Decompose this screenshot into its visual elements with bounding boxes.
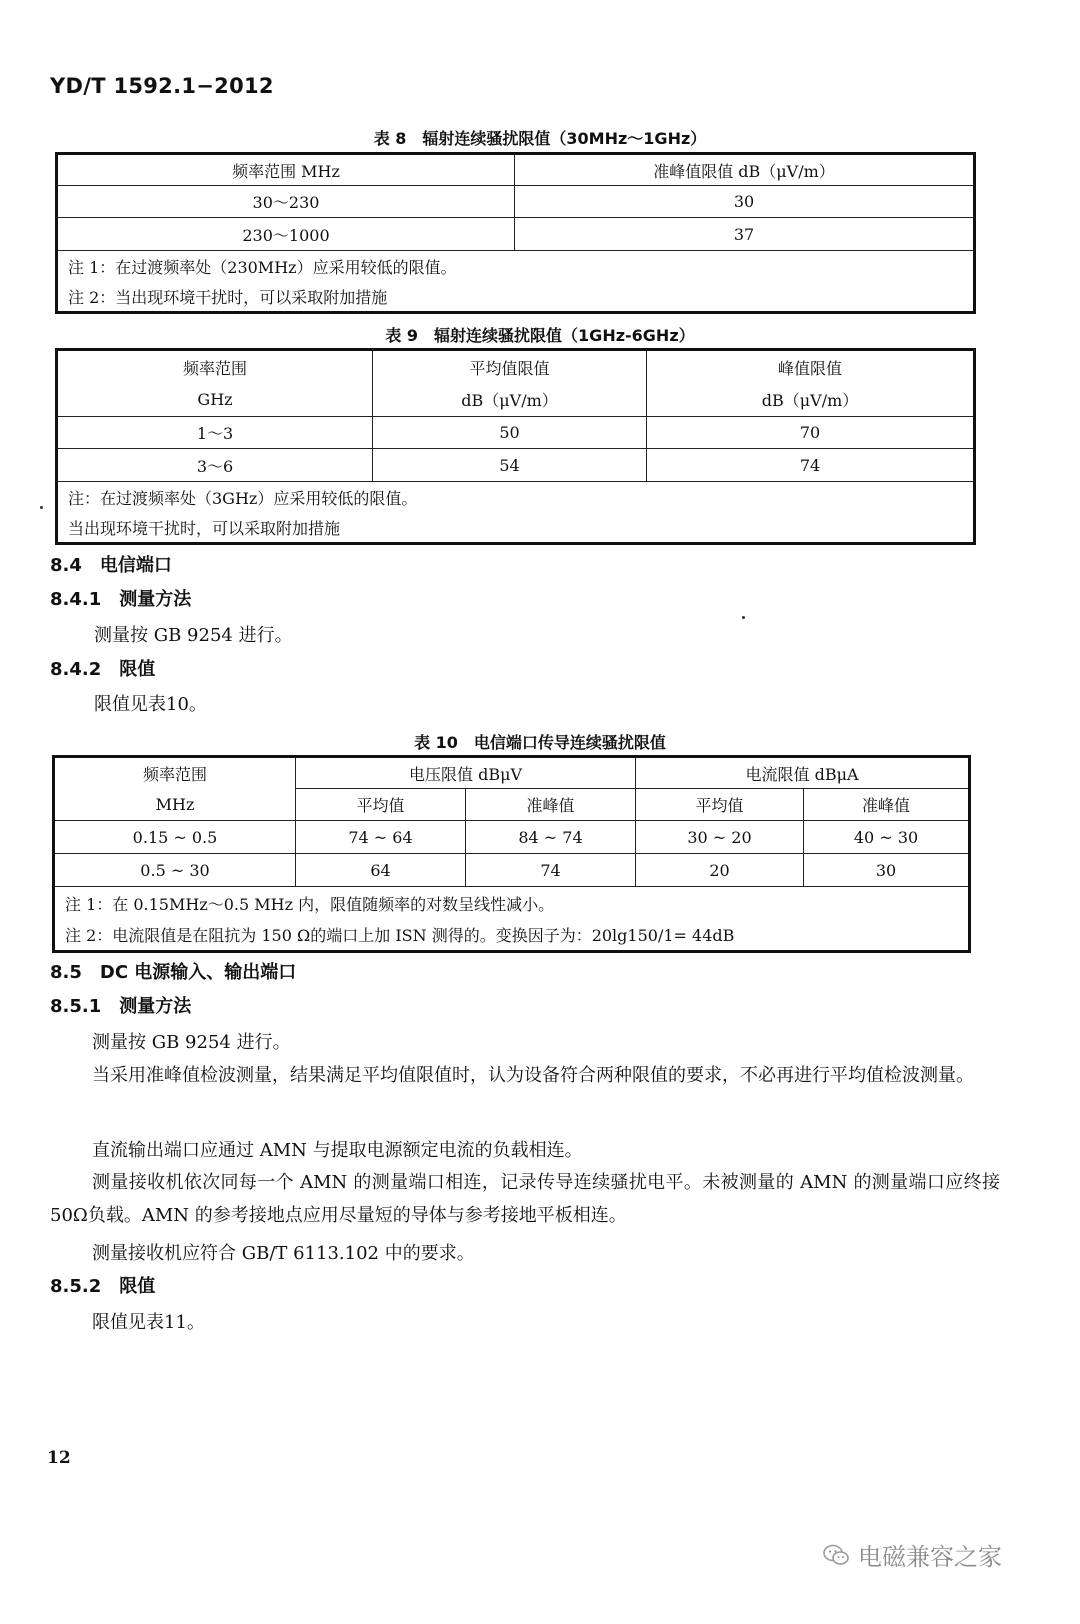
table10-cell-v-avg: 64 — [296, 854, 466, 887]
table10-caption: 表 10 电信端口传导连续骚扰限值 — [414, 733, 666, 752]
table9-caption: 表 9 辐射连续骚扰限值（1GHz-6GHz） — [385, 326, 695, 345]
table9-header-peak: 峰值限值 — [647, 350, 975, 384]
table9-cell-peak: 70 — [647, 417, 975, 449]
table-row — [57, 186, 975, 218]
table9-header-peak-unit: dB（μV/m） — [647, 384, 975, 417]
table9-header-avg: 平均值限值 — [373, 350, 647, 384]
table10-cell-i-qp: 40 ~ 30 — [804, 821, 970, 854]
table8-note1: 注 1：在过渡频率处（230MHz）应采用较低的限值。 — [57, 251, 975, 282]
table8 — [55, 152, 976, 314]
section-8-5-1-p1: 测量按 GB 9254 进行。 — [92, 1032, 291, 1053]
document-code: YD/T 1592.1−2012 — [50, 74, 274, 98]
table10-cell-i-avg: 20 — [636, 854, 804, 887]
table9-header-frequency-unit: GHz — [57, 384, 373, 417]
table10-subheader-voltage-avg: 平均值 — [296, 789, 466, 821]
table10 — [52, 755, 971, 953]
page-number: 12 — [47, 1448, 71, 1468]
table8-note2: 注 2：当出现环境干扰时，可以采取附加措施 — [57, 282, 975, 313]
section-8-4-1-text: 测量按 GB 9254 进行。 — [94, 625, 293, 646]
table9-header-avg-unit: dB（μV/m） — [373, 384, 647, 417]
section-8-4-2-title: 8.4.2 限值 — [50, 659, 156, 680]
watermark — [822, 1537, 1002, 1572]
table9-header-frequency: 频率范围 — [57, 350, 373, 384]
wechat-icon — [822, 1543, 850, 1567]
table9-cell-avg: 50 — [373, 417, 647, 449]
section-8-5-1-p4: 测量接收机依次同每一个 AMN 的测量端口相连，记录传导连续骚扰电平。未被测量的 AMN 的测量端口应终接 50Ω负载。AMN 的参考接地点应用尽量短的导体与参考接地平板相连。 — [50, 1172, 1000, 1226]
table8-cell-freq: 230～1000 — [57, 218, 515, 251]
section-8-5-1-p5: 测量接收机应符合 GB/T 6113.102 中的要求。 — [92, 1243, 475, 1264]
scan-speck — [742, 616, 745, 619]
section-8-4-1-title: 8.4.1 测量方法 — [50, 589, 192, 610]
table-row — [54, 821, 970, 854]
table-row — [54, 854, 970, 887]
table10-subheader-current-avg: 平均值 — [636, 789, 804, 821]
section-8-5-1-p3: 直流输出端口应通过 AMN 与提取电源额定电流的负载相连。 — [92, 1140, 583, 1161]
table9-cell-avg: 54 — [373, 449, 647, 482]
scan-speck — [40, 506, 43, 509]
table10-note1: 注 1：在 0.15MHz～0.5 MHz 内，限值随频率的对数呈线性减小。 — [54, 887, 970, 920]
table8-cell-freq: 30～230 — [57, 186, 515, 218]
watermark-text: 电磁兼容之家 — [858, 1543, 1002, 1571]
table-row — [57, 449, 975, 482]
table10-subheader-current-qp: 准峰值 — [804, 789, 970, 821]
table-row — [57, 218, 975, 251]
table8-header-qp-limit: 准峰值限值 dB（μV/m） — [515, 154, 975, 186]
table10-cell-freq: 0.15 ~ 0.5 — [54, 821, 296, 854]
section-8-4-title: 8.4 电信端口 — [50, 555, 172, 576]
table9-note2: 当出现环境干扰时，可以采取附加措施 — [57, 513, 975, 544]
table10-cell-i-avg: 30 ~ 20 — [636, 821, 804, 854]
section-8-5-title: 8.5 DC 电源输入、输出端口 — [50, 962, 297, 983]
table9-cell-freq: 1～3 — [57, 417, 373, 449]
section-8-5-2-title: 8.5.2 限值 — [50, 1276, 156, 1297]
section-8-4-2-text: 限值见表10。 — [94, 694, 207, 715]
section-8-5-1-p2: 当采用准峰值检波测量，结果满足平均值限值时，认为设备符合两种限值的要求，不必再进行平均值检波测量。 — [92, 1065, 974, 1086]
table10-cell-v-qp: 84 ~ 74 — [466, 821, 636, 854]
table8-cell-limit: 37 — [515, 218, 975, 251]
table10-cell-freq: 0.5 ~ 30 — [54, 854, 296, 887]
table9-cell-freq: 3～6 — [57, 449, 373, 482]
table9-note1: 注：在过渡频率处（3GHz）应采用较低的限值。 — [57, 482, 975, 513]
table10-cell-v-avg: 74 ~ 64 — [296, 821, 466, 854]
table9-cell-peak: 74 — [647, 449, 975, 482]
table10-header-frequency-unit: MHz — [54, 789, 296, 821]
table10-cell-i-qp: 30 — [804, 854, 970, 887]
table10-cell-v-qp: 74 — [466, 854, 636, 887]
section-8-5-1-title: 8.5.1 测量方法 — [50, 996, 192, 1017]
table10-header-current: 电流限值 dBμA — [636, 757, 970, 789]
table8-caption: 表 8 辐射连续骚扰限值（30MHz～1GHz） — [373, 129, 707, 148]
table10-header-voltage: 电压限值 dBμV — [296, 757, 636, 789]
table9 — [55, 348, 976, 545]
section-8-5-2-text: 限值见表11。 — [92, 1312, 205, 1333]
table-row — [57, 417, 975, 449]
table10-subheader-voltage-qp: 准峰值 — [466, 789, 636, 821]
table10-header-frequency: 频率范围 — [54, 757, 296, 789]
table8-header-frequency: 频率范围 MHz — [57, 154, 515, 186]
table8-cell-limit: 30 — [515, 186, 975, 218]
table10-note2: 注 2：电流限值是在阻抗为 150 Ω的端口上加 ISN 测得的。变换因子为：20lg150/1= 44dB — [54, 920, 970, 952]
